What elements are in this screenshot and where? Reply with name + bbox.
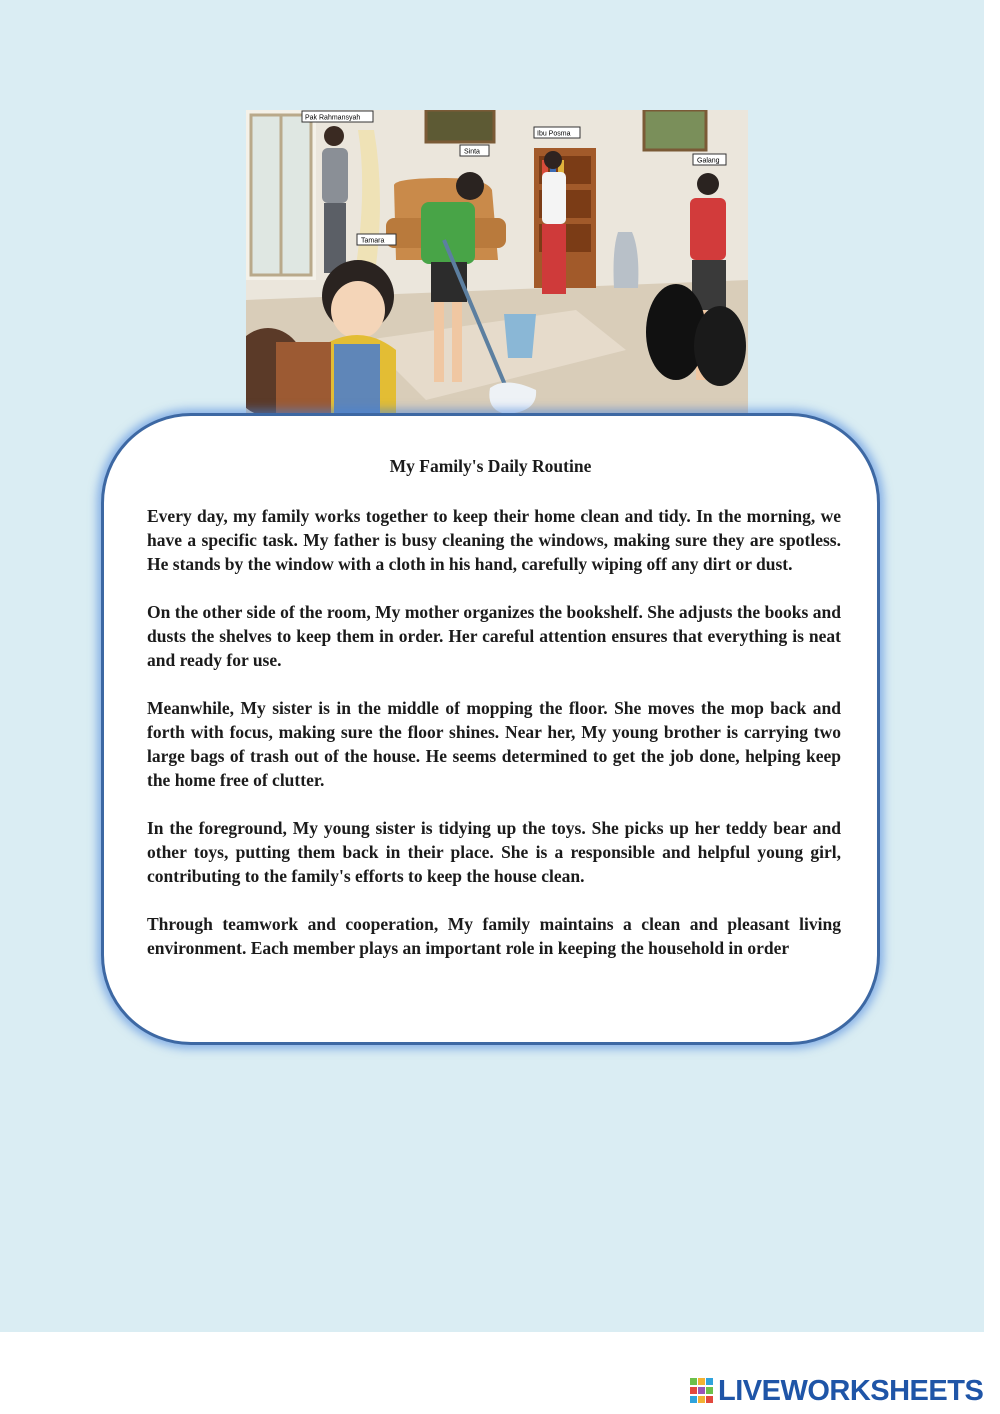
story-body	[147, 504, 841, 984]
label-galang	[693, 154, 726, 165]
story-paragraph-1: Every day, my family works together to keep their home clean and tidy. In the morning, we have a specific task. My father is busy cleaning the windows, making sure they are spotless. He stands by the window with a cloth in his hand, carefully wiping off any dirt or dust.	[147, 506, 841, 574]
story-card	[101, 413, 880, 1045]
svg-text:Pak Rahmansyah: Pak Rahmansyah	[305, 114, 361, 122]
liveworksheets-logo[interactable]	[690, 1374, 983, 1408]
story-paragraph-3: Meanwhile, My sister is in the middle of mopping the floor. She moves the mop back and forth with focus, making sure the floor shines. Near her, My young brother is carrying two large bags of trash out of the house. He seems determined to get the job done, helping keep the home free of clutter.	[147, 698, 841, 790]
label-pak-rahmansyah	[302, 111, 373, 122]
svg-text:Ibu Posma: Ibu Posma	[537, 130, 571, 138]
liveworksheets-brand: LIVEWORKSHEETS	[718, 1374, 984, 1407]
svg-text:Sinta: Sinta	[464, 148, 480, 156]
label-sinta	[460, 145, 489, 156]
story-title: My Family's Daily Routine	[389, 456, 592, 476]
label-tamara	[357, 234, 396, 245]
story-paragraph-5: Through teamwork and cooperation, My family maintains a clean and pleasant living environment. Each member plays an important role in keeping the household in order	[147, 914, 841, 958]
story-paragraph-4: In the foreground, My young sister is tidying up the toys. She picks up her teddy bear and other toys, putting them back in their place. She is a responsible and helpful young girl, contributing to the family's efforts to keep the house clean.	[147, 818, 841, 886]
liveworksheets-logo-icon	[690, 1378, 714, 1404]
svg-text:Tamara: Tamara	[361, 237, 385, 245]
svg-text:Galang: Galang	[697, 157, 720, 165]
family-cleaning-illustration	[246, 110, 748, 415]
story-paragraph-2: On the other side of the room, My mother organizes the bookshelf. She adjusts the books and dusts the shelves to keep them in order. Her careful attention ensures that everything is neat and ready for use.	[147, 602, 841, 670]
label-ibu-posma	[534, 127, 580, 138]
